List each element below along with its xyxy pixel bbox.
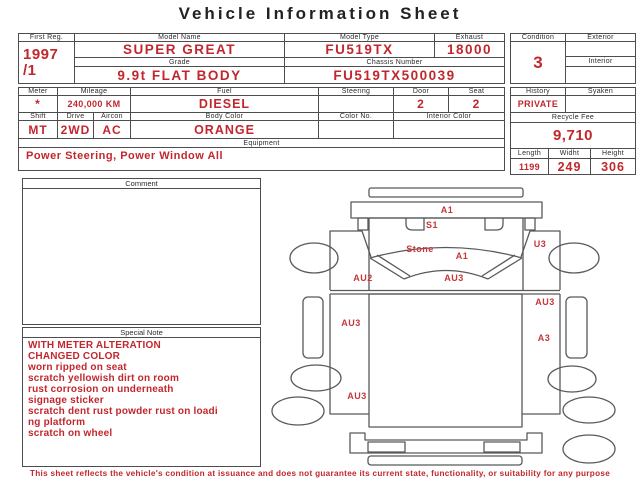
history-value: PRIVATE	[511, 96, 566, 113]
condition-value: 3	[511, 42, 566, 83]
model-name-value: SUPER GREAT	[75, 42, 285, 58]
width-label: Widht	[549, 149, 591, 159]
chassis-number-value: FU519TX500039	[333, 67, 456, 83]
special-note-line: signage sticker	[28, 395, 104, 406]
width-value: 249	[549, 159, 591, 174]
comment-header: Comment	[23, 179, 260, 189]
condition-table	[510, 33, 636, 84]
truck-rear-wheel-left-2	[272, 397, 324, 425]
shift-value: MT	[19, 121, 58, 139]
truck-rear-bottom-bar	[368, 456, 522, 465]
damage-label-left-side-upper: AU3	[341, 318, 361, 328]
drive-label: Drive	[58, 113, 94, 121]
special-note-line: WITH METER ALTERATION	[28, 340, 161, 351]
model-type-value: FU519TX	[285, 42, 435, 58]
grade-value: 9.9t FLAT BODY	[75, 67, 285, 83]
truck-side-panel-right	[522, 294, 560, 414]
interior-color-label: Interior Color	[394, 113, 504, 121]
seat-label: Seat	[449, 88, 504, 96]
truck-pillar-right	[482, 255, 522, 279]
meter-label: Meter	[19, 88, 58, 96]
special-note-body	[23, 338, 260, 466]
exterior-value	[566, 42, 635, 57]
first-reg-month: /1	[23, 61, 37, 79]
comment-box	[22, 178, 261, 325]
steering-label: Steering	[319, 88, 394, 96]
grade-label: Grade	[75, 58, 285, 67]
syaken-value	[566, 96, 635, 113]
truck-windshield-top-arc	[370, 248, 522, 259]
exterior-label: Exterior	[566, 34, 635, 42]
equipment-value: Power Steering, Power Window All	[26, 150, 224, 162]
damage-label-windshield-a1: A1	[455, 251, 469, 261]
steering-value	[319, 96, 394, 113]
identity-table	[18, 33, 505, 84]
disclaimer-text: This sheet reflects the vehicle's condition at issuance and does not guarantee its current state, functionality, or suitability for any purpose	[29, 469, 611, 478]
truck-bumper-step-left	[358, 218, 368, 230]
model-name-label: Model Name	[75, 34, 285, 42]
truck-cab-notch-left	[406, 218, 424, 230]
truck-pillar-left	[370, 255, 410, 279]
special-note-line: worn ripped on seat	[28, 362, 127, 373]
special-note-header: Special Note	[23, 328, 260, 338]
truck-damage-diagram	[270, 180, 640, 470]
door-value: 2	[394, 96, 449, 113]
height-label: Height	[591, 149, 635, 159]
special-note-line: scratch dent rust powder rust on loadi	[28, 406, 218, 417]
special-note-box	[22, 327, 261, 467]
special-note-line: rust corrosion on underneath	[28, 384, 174, 395]
truck-front-top-bar	[369, 188, 523, 197]
chassis-number-label: Chassis Number	[285, 58, 504, 67]
damage-label-right-side-a3: A3	[537, 333, 551, 343]
interior-color-value	[394, 121, 504, 139]
history-label: History	[511, 88, 566, 96]
truck-rear-wheel-right-1	[548, 366, 596, 392]
damage-label-windshield-au3: AU3	[444, 273, 464, 283]
condition-label: Condition	[511, 34, 566, 42]
meter-value: *	[19, 96, 58, 113]
exhaust-label: Exhaust	[435, 34, 504, 42]
truck-spare-wheel	[563, 435, 615, 463]
special-note-line: CHANGED COLOR	[28, 351, 121, 362]
first-reg-year: 1997	[23, 46, 59, 64]
length-value: 1199	[511, 159, 549, 174]
damage-label-windshield-stone: Stone	[406, 244, 434, 254]
body-color-label: Body Color	[131, 113, 319, 121]
damage-label-left-fender: AU2	[353, 273, 373, 283]
special-note-line: scratch yellowish dirt on room	[28, 373, 180, 384]
truck-rear-wheel-left-1	[291, 365, 341, 391]
seat-value: 2	[449, 96, 504, 113]
mileage-label: Mileage	[58, 88, 131, 96]
special-note-line: ng platform	[28, 417, 86, 428]
syaken-label: Syaken	[566, 88, 635, 96]
fuel-label: Fuel	[131, 88, 319, 96]
body-color-value: ORANGE	[131, 121, 319, 139]
truck-bumper-step-right	[525, 218, 535, 230]
color-no-label: Color No.	[319, 113, 394, 121]
door-label: Door	[394, 88, 449, 96]
fuel-value: DIESEL	[131, 96, 319, 113]
damage-label-right-side-upper: AU3	[535, 297, 555, 307]
length-label: Length	[511, 149, 549, 159]
height-value: 306	[601, 159, 625, 174]
model-type-label: Model Type	[285, 34, 435, 42]
truck-front-wheel-right	[549, 243, 599, 273]
drive-value: 2WD	[58, 121, 94, 139]
truck-fuel-tank-right	[566, 297, 587, 358]
truck-cargo-bed	[369, 294, 522, 427]
truck-fuel-tank-left	[303, 297, 323, 358]
truck-rear-bumper	[350, 433, 542, 453]
first-reg-label: First Reg.	[19, 34, 75, 42]
page-title: Vehicle Information Sheet	[178, 4, 462, 23]
first-reg-value	[19, 42, 75, 83]
exhaust-value: 18000	[435, 42, 504, 58]
recycle-fee-label: Recycle Fee	[511, 113, 635, 123]
truck-cab-notch-right	[485, 218, 503, 230]
truck-rear-wheel-right-2	[563, 397, 615, 423]
aircon-value: AC	[94, 121, 131, 139]
comment-body	[23, 189, 260, 324]
truck-rear-lamp-left	[368, 442, 405, 452]
damage-label-right-fender: U3	[533, 239, 547, 249]
damage-label-cab: S1	[425, 220, 439, 230]
color-no-value	[319, 121, 394, 139]
shift-label: Shift	[19, 113, 58, 121]
history-table	[510, 87, 636, 175]
spec-table	[18, 87, 505, 171]
special-note-line: scratch on wheel	[28, 428, 113, 439]
truck-front-wheel-left	[290, 243, 338, 273]
interior-label: Interior	[566, 57, 635, 67]
equipment-label: Equipment	[19, 139, 504, 148]
mileage-value: 240,000 KM	[58, 96, 131, 113]
damage-label-left-side-lower: AU3	[347, 391, 367, 401]
damage-label-front-bumper: A1	[440, 205, 454, 215]
recycle-fee-value: 9,710	[511, 123, 635, 149]
truck-rear-lamp-right	[484, 442, 520, 452]
aircon-label: Aircon	[94, 113, 131, 121]
interior-value	[566, 67, 635, 83]
